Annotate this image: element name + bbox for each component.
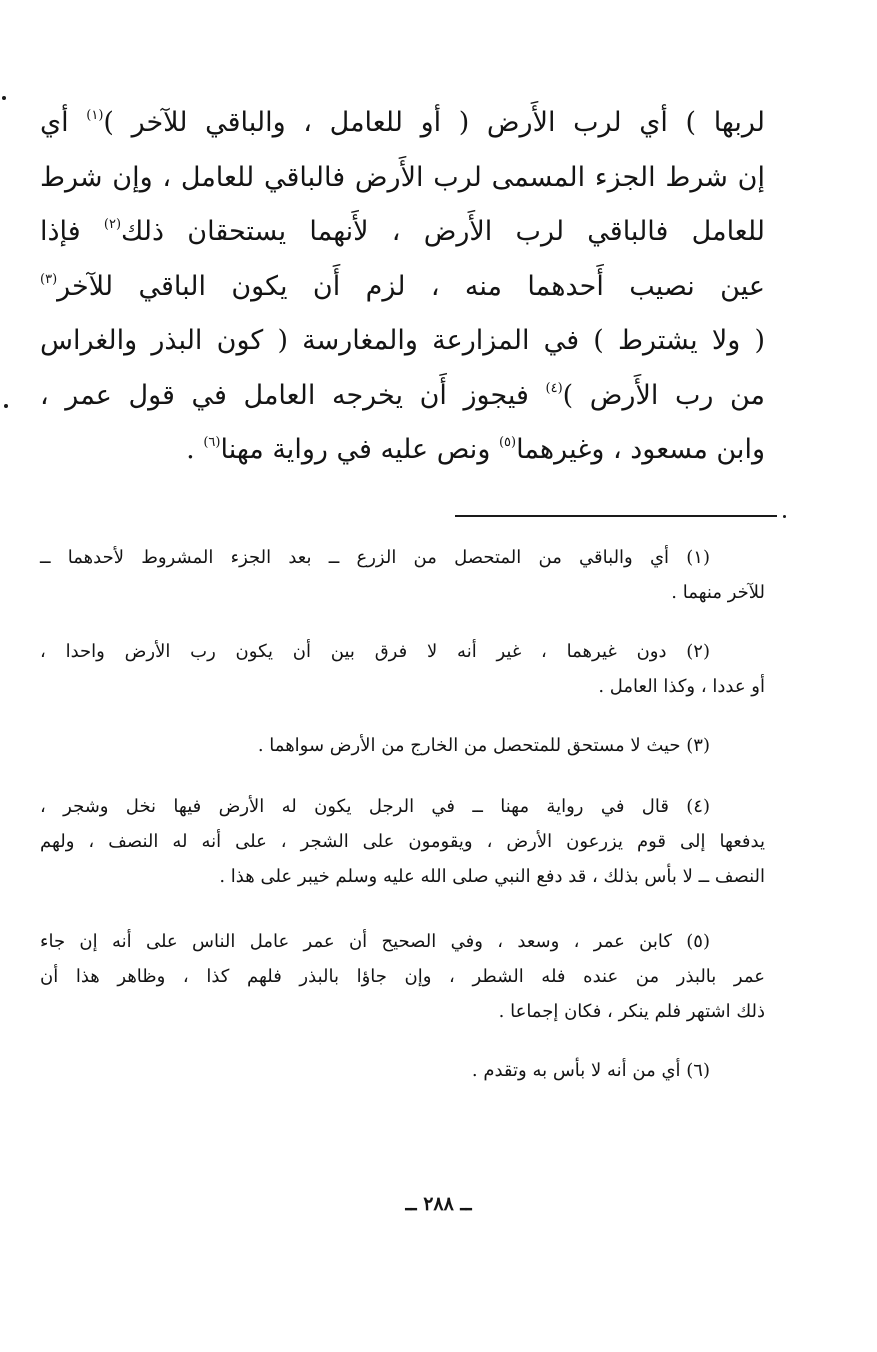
main-line-1 xyxy=(40,96,765,151)
footnote-6 xyxy=(40,1053,765,1088)
footnote-5-line-2: عمر بالبذر من عنده فله الشطر ، وإن جاؤا بالبذر فلهم كذا ، وظاهر هذا أن xyxy=(40,966,765,987)
margin-mark-top xyxy=(2,96,6,100)
footnote-ref-1: (١) xyxy=(86,108,104,123)
main-line-1-text: لربها ) أي لرب الأَرض ( أو للعامل ، والباقي للآخر ) xyxy=(103,107,765,138)
footnote-ref-3: (٣) xyxy=(40,271,58,287)
main-line-6-tail: فيجوز أَن يخرجه العامل في قول عمر ، xyxy=(40,379,546,411)
margin-mark-middle xyxy=(4,404,8,408)
footnote-ref-2: (٢) xyxy=(103,217,122,232)
footnote-2-line-1: (٢) دون غيرهما ، غير أنه لا فرق بين أن يكون رب الأرض واحدا ، xyxy=(40,641,710,662)
main-line-7 xyxy=(40,423,765,478)
footnote-3 xyxy=(40,728,765,763)
footnote-2-line-2: أو عددا ، وكذا العامل . xyxy=(598,676,765,697)
main-line-3-text: للعامل فالباقي لرب الأَرض ، لأَنهما يستحقان ذلك xyxy=(121,216,765,247)
footnote-1-line-2: للآخر منهما . xyxy=(671,582,765,603)
main-line-5-text: ( ولا يشترط ) في المزارعة والمغارسة ( كون البذر والغراس xyxy=(40,325,765,356)
footnote-5-line-3: ذلك اشتهر فلم ينكر ، فكان إجماعا . xyxy=(498,1001,765,1022)
footnote-4-line-1: (٤) قال في رواية مهنا ــ في الرجل يكون له الأرض فيها نخل وشجر ، xyxy=(40,796,710,817)
footnote-4 xyxy=(40,789,765,894)
main-line-7-middle: ونص عليه في رواية مهنا xyxy=(220,434,499,465)
main-line-3-tail: فإذا xyxy=(40,216,104,247)
footnote-ref-5: (٥) xyxy=(498,435,517,450)
main-line-1-tail: أي xyxy=(40,107,87,138)
main-line-5 xyxy=(40,314,765,369)
footnote-ref-4: (٤) xyxy=(545,380,563,396)
footnote-separator-dot xyxy=(783,515,786,518)
main-line-6-text: من رب الأَرض ) xyxy=(562,379,765,411)
main-text xyxy=(40,96,765,478)
footnote-3-line-1: (٣) حيث لا مستحق للمتحصل من الخارج من الأرض سواهما . xyxy=(257,735,710,756)
main-line-2-text: إن شرط الجزء المسمى لرب الأَرض فالباقي للعامل ، وإن شرط xyxy=(40,161,765,193)
main-line-3 xyxy=(40,205,765,260)
footnote-2 xyxy=(40,634,765,704)
main-line-7-text: وابن مسعود ، وغيرهما xyxy=(516,434,765,465)
footnote-4-line-3: النصف ــ لا بأس بذلك ، قد دفع النبي صلى الله عليه وسلم خيبر على هذا . xyxy=(219,866,765,887)
footnote-ref-6: (٦) xyxy=(203,435,221,450)
footnotes xyxy=(40,540,765,1088)
footnote-4-line-2: يدفعها إلى قوم يزرعون الأرض ، ويقومون على الشجر ، على أنه له النصف ، ولهم xyxy=(40,831,765,852)
footnote-5 xyxy=(40,924,765,1029)
main-line-4-text: عين نصيب أَحدهما منه ، لزم أَن يكون الباقي للآخر xyxy=(57,270,765,302)
main-line-6 xyxy=(40,369,765,424)
main-line-4 xyxy=(40,260,765,315)
main-line-2 xyxy=(40,151,765,206)
page-number: ــ ٢٨٨ ــ xyxy=(405,1193,472,1215)
footnote-5-line-1: (٥) كابن عمر ، وسعد ، وفي الصحيح أن عمر عامل الناس على أنه إن جاء xyxy=(40,931,710,952)
footnote-1 xyxy=(40,540,765,610)
main-line-7-end: . xyxy=(186,434,204,465)
footnote-6-line-1: (٦) أي من أنه لا بأس به وتقدم . xyxy=(471,1060,710,1081)
footnote-separator-rule xyxy=(455,515,777,517)
footnote-1-line-1: (١) أي والباقي من المتحصل من الزرع ــ بعد الجزء المشروط لأحدهما ــ xyxy=(40,547,710,568)
